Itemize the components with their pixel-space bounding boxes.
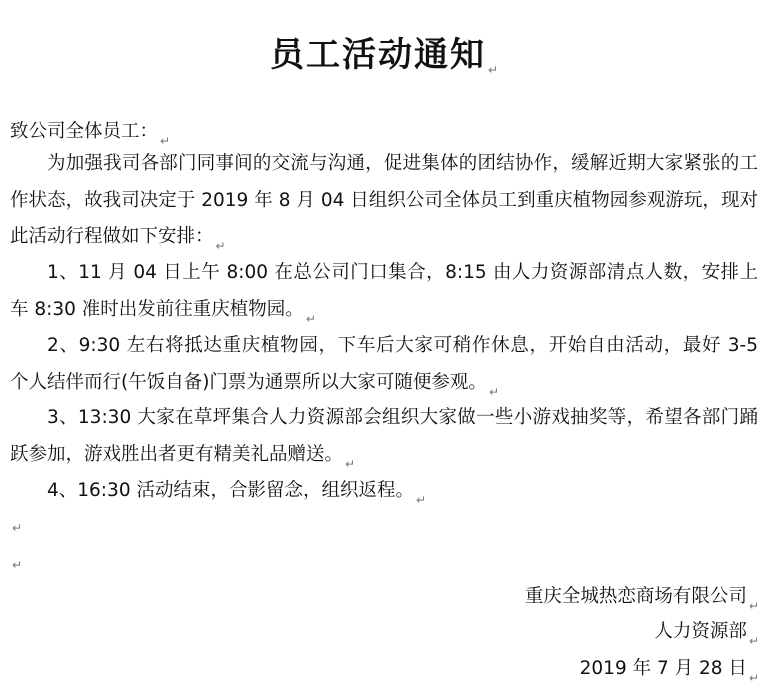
paragraph-mark-icon: ↵ bbox=[487, 63, 499, 77]
schedule-item-1 bbox=[10, 255, 758, 337]
paragraph-mark-icon: ↵ bbox=[748, 599, 759, 613]
paragraph-mark-icon: ↵ bbox=[345, 456, 356, 471]
intro-text: 为加强我司各部门同事间的交流与沟通，促进集体的团结协作，缓解近期大家紧张的工作状态，故我司决定于 2019 年 8 月 04 日组织公司全体员工到重庆植物园参观游玩，现对此活动行程做如下安排： bbox=[10, 153, 758, 247]
paragraph-mark-icon: ↵ bbox=[160, 134, 171, 148]
document-title: 员工活动通知 bbox=[269, 35, 486, 75]
paragraph-mark-icon: ↵ bbox=[415, 493, 427, 507]
schedule-item-2 bbox=[10, 328, 758, 410]
salutation-text: 致公司全体员工： bbox=[10, 121, 159, 142]
signature-date-line bbox=[580, 652, 759, 695]
intro-paragraph bbox=[10, 146, 758, 265]
paragraph-mark-icon: ↵ bbox=[488, 384, 499, 399]
empty-paragraph-mark-icon: ↵ bbox=[12, 558, 23, 572]
company-name: 重庆全城热恋商场有限公司 bbox=[524, 586, 747, 607]
schedule-item-3-text: 3、13:30 大家在草坪集合人力资源部会组织大家做一些小游戏抽奖等，希望各部门踊跃参加，游戏胜出者更有精美礼品赠送。 bbox=[10, 407, 758, 465]
paragraph-mark-icon: ↵ bbox=[215, 239, 226, 253]
empty-paragraph-mark-icon: ↵ bbox=[12, 521, 23, 535]
title-line bbox=[0, 31, 768, 94]
schedule-item-4-text: 4、16:30 活动结束，合影留念，组织返程。 bbox=[47, 480, 414, 501]
department-name: 人力资源部 bbox=[654, 621, 747, 642]
schedule-item-3 bbox=[10, 400, 758, 482]
paragraph-mark-icon: ↵ bbox=[748, 634, 759, 648]
paragraph-mark-icon: ↵ bbox=[748, 671, 759, 685]
signature-date: 2019 年 7 月 28 日 bbox=[579, 658, 747, 679]
schedule-item-1-text: 1、11 月 04 日上午 8:00 在总公司门口集合，8:15 由人力资源部清点人数，安排上车 8:30 准时出发前往重庆植物园。 bbox=[10, 262, 758, 320]
paragraph-mark-icon: ↵ bbox=[305, 311, 316, 326]
schedule-item-4 bbox=[10, 473, 758, 519]
schedule-item-2-text: 2、9:30 左右将抵达重庆植物园，下车后大家可稍作休息，开始自由活动，最好 3-5 个人结伴而行(午饭自备)门票为通票所以大家可随便参观。 bbox=[10, 335, 758, 393]
